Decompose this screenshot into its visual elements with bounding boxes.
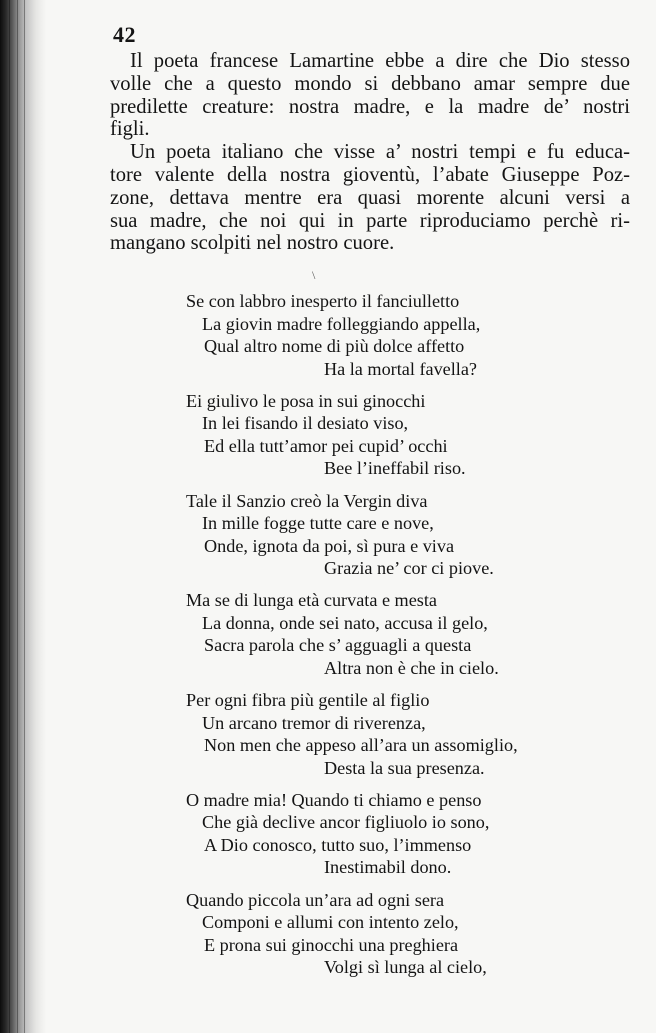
- poem: [178, 290, 518, 989]
- verse-line: Grazia ne’ cor ci piove.: [324, 558, 494, 579]
- paragraph-2: [110, 141, 630, 255]
- stanza-2: [178, 390, 518, 480]
- verse-line: Se con labbro inesperto il fanciulletto: [186, 291, 460, 311]
- verse-line: Un arcano tremor di riverenza,: [202, 712, 426, 733]
- stanza-1: [178, 290, 518, 380]
- text-line: volle che a questo mondo si debbano amar sempre due: [110, 72, 630, 95]
- gutter-line: [17, 0, 18, 1033]
- text-line: predilette creature: nostra madre, e la madre de’ nostri: [110, 95, 630, 118]
- text-line: Il poeta francese Lamartine ebbe a dire che Dio stesso: [130, 50, 630, 72]
- verse-line: A Dio conosco, tutto suo, l’immenso: [204, 834, 472, 855]
- verse-line: E prona sui ginocchi una preghiera: [204, 934, 459, 955]
- verse-line: In lei fisando il desiato viso,: [202, 413, 409, 434]
- print-mark: \: [312, 268, 316, 282]
- paragraph-1: [110, 50, 630, 141]
- verse-line: Sacra parola che s’ agguagli a questa: [204, 635, 472, 656]
- text-line: mangano scolpiti nel nostro cuore.: [110, 232, 395, 255]
- verse-line: Onde, ignota da poi, sì pura e viva: [204, 535, 455, 556]
- verse-line: Volgi sì lunga al cielo,: [324, 957, 487, 978]
- verse-line: O madre mia! Quando ti chiamo e penso: [186, 789, 482, 810]
- stanza-6: [178, 789, 518, 879]
- text-line: figli.: [110, 118, 150, 141]
- verse-line: In mille fogge tutte care e nove,: [202, 513, 434, 534]
- text-line: Un poeta italiano che visse a’ nostri tempi e fu educa-: [130, 141, 630, 164]
- prose-body: [110, 50, 630, 255]
- page-gutter-shadow: [0, 0, 46, 1033]
- verse-line: Che già declive ancor figliuolo io sono,: [202, 812, 490, 833]
- verse-line: Ed ella tutt’amor pei cupid’ occhi: [204, 435, 448, 456]
- verse-line: La donna, onde sei nato, accusa il gelo,: [202, 612, 488, 633]
- stanza-5: [178, 689, 518, 779]
- verse-line: Tale il Sanzio creò la Vergin diva: [186, 490, 428, 511]
- verse-line: Ei giulivo le posa in sui ginocchi: [186, 390, 426, 411]
- verse-line: Bee l’ineffabil riso.: [324, 458, 466, 479]
- verse-line: Non men che appeso all’ara un assomiglio,: [204, 735, 518, 756]
- verse-line: Ma se di lunga età curvata e mesta: [186, 590, 437, 611]
- stanza-7: [178, 889, 518, 979]
- verse-line: Altra non è che in cielo.: [324, 657, 499, 678]
- text-line: sua madre, che noi qui in parte riproduciamo perchè ri-: [110, 209, 630, 232]
- stanza-4: [178, 589, 518, 679]
- gutter-line: [24, 0, 25, 1033]
- verse-line: Ha la mortal favella?: [324, 358, 477, 379]
- stanza-3: [178, 490, 518, 580]
- verse-line: Per ogni fibra più gentile al figlio: [186, 690, 430, 711]
- verse-line: Quando piccola un’ara ad ogni sera: [186, 889, 445, 910]
- verse-line: Qual altro nome di più dolce affetto: [204, 336, 465, 356]
- verse-line: Componi e allumi con intento zelo,: [202, 912, 459, 933]
- verse-line: La giovin madre folleggiando appella,: [202, 313, 481, 334]
- gutter-line: [9, 0, 10, 1033]
- text-line: tore valente della nostra gioventù, l’abate Giuseppe Poz-: [110, 163, 630, 186]
- verse-line: Inestimabil dono.: [324, 857, 452, 878]
- text-line: zone, dettava mentre era quasi morente alcuni versi a: [110, 186, 630, 209]
- verse-line: Desta la sua presenza.: [324, 757, 485, 778]
- page-number: 42: [113, 22, 136, 47]
